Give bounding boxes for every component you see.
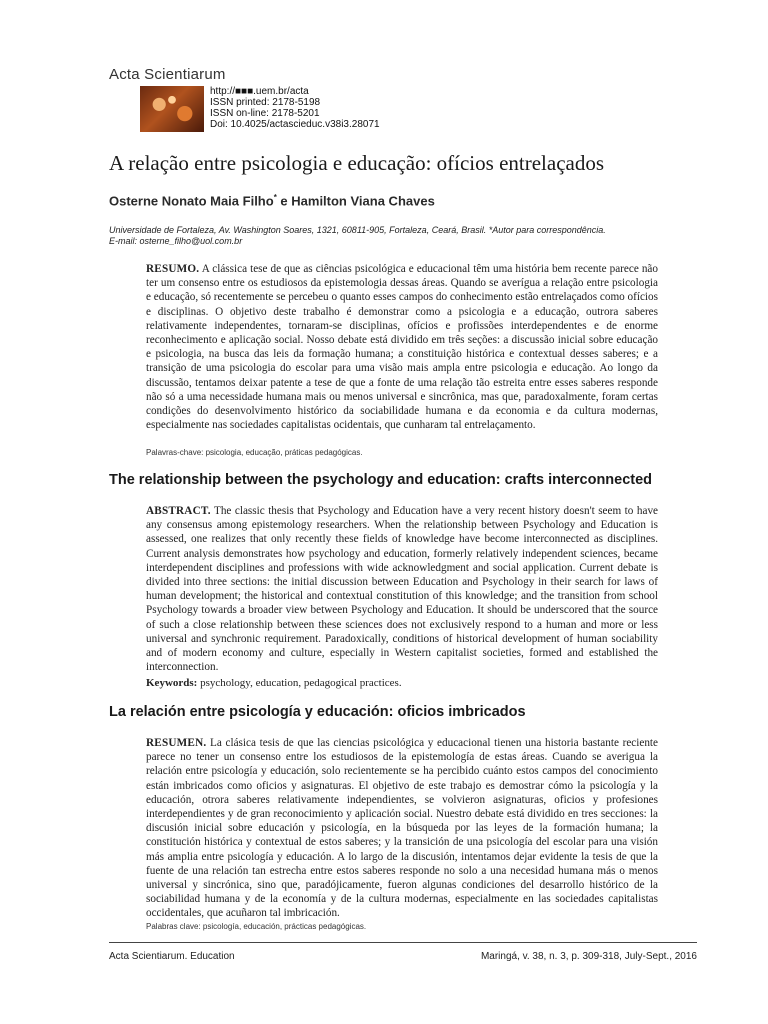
footer-divider — [109, 942, 697, 943]
issn-printed: ISSN printed: 2178-5198 — [210, 97, 321, 108]
authors — [109, 193, 435, 208]
spanish-heading: La relación entre psicología y educación: oficios imbricados — [109, 704, 526, 720]
corresponding-mark: * — [273, 193, 277, 202]
affiliation-email[interactable]: E-mail: osterne_filho@uol.com.br — [109, 236, 243, 246]
resumo-keywords: Palavras-chave: psicologia, educação, práticas pedagógicas. — [146, 448, 363, 457]
journal-name: Acta Scientiarum — [109, 66, 226, 83]
affiliation-address: Universidade de Fortaleza, Av. Washington Soares, 1321, 60811-905, Fortaleza, Ceará, Brasil. *Autor para correspondência. — [109, 225, 606, 235]
abstract-paragraph — [146, 504, 658, 674]
resumen-text: La clásica tesis de que las ciencias psicológica y educacional tienen una historia bastante reciente parece no tener un consenso entre los estudiosos de la epistemología de estas áreas. Cuando se averigua la relación entre psicología y educación, solo recientemente se ha percibido cuánto estos campos del conocimiento están imbricados como oficios y asignaturas. El objetivo de este trabajo es demostrar cómo la psicología y la educación, otrora saberes relativamente independientes, se volvieron asignaturas, oficios y profesiones interdependientes y de gran reconocimiento y aplicación social. Nuestro debate está dividido en tres secciones: la discusión inicial sobre educación y psicología, en la búsqueda por las leyes de la formación humana; la constitución histórica y contextual de estos saberes; y la transición de una psicología del escolar para una visión más amplia entre psicología y educación. A lo largo de la discusión, intentamos dejar evidente la tesis de que la fuente de una relación tan estrecha entre estos saberes responde no solo a una necesidad humana más o menos universal y sincrónica, sino que, paradójicamente, fueron algunas condiciones del desarrollo histórico de la sociabilidad humana y de la economía y de la cultura modernas, especialmente en las sociedades capitalistas occidentales, que acuñaron tal imbricación. — [146, 737, 658, 920]
abstract-text: The classic thesis that Psychology and Education have a very recent history doesn't seem to have any consensus among epistemology researchers. When the relationship between Psychology and Education is assessed, one realizes that only recently these fields of knowledge have become interconnected as disciplines. Current analysis demonstrates how psychology and education, formerly relatively independent sciences, became interdependent disciplines and professions with wide acknowledgment and social application. Current debate is divided into three sections: the initial discussion between Education and Psychology in their search for laws of human development; the historical and contextual constitution of this knowledge; and the transition from school Psychology towards a broader view between Psychology and Education. It should be underscored that the source of such a close relationship between these sciences does not exclusively respond to a human and more or less universal and synchronic requirement. Paradoxically, conditions of historical development of human sociability and of modern economy and culture, especially in Western capitalist societies, formed and established the interconnection. — [146, 505, 658, 674]
footer-citation: Maringá, v. 38, n. 3, p. 309-318, July-Sept., 2016 — [480, 951, 697, 962]
author-1: Osterne Nonato Maia Filho — [109, 193, 274, 209]
resumen-label: RESUMEN. — [146, 737, 207, 749]
resumo-paragraph — [146, 262, 658, 432]
doi[interactable]: Doi: 10.4025/actascieduc.v38i3.28071 — [210, 119, 380, 130]
keywords-text: psychology, education, pedagogical practices. — [197, 677, 402, 689]
resumo-label: RESUMO. — [146, 263, 200, 275]
author-2: e Hamilton Viana Chaves — [276, 193, 435, 209]
resumen-keywords: Palabras clave: psicología, educación, prácticas pedagógicas. — [146, 922, 367, 931]
resumo-text: A clássica tese de que as ciências psicológica e educacional têm uma história bem recente parece não ter um consenso entre os estudiosos da epistemologia dessas áreas. Quando se averígua a relação entre psicologia e educação, só recentemente se percebeu o quanto esses campos do conhecimento estão entrelaçados como ofícios e disciplinas. O objetivo deste trabalho é demonstrar como a psicologia e a educação, outrora saberes relativamente independentes, tornaram-se disciplinas, ofícios e profissões interdependentes e de enorme reconhecimento e aplicação social. Nosso debate está dividido em três seções: a discussão inicial sobre educação e psicologia, na busca das leis da formação humana; a constituição histórica e contextual desses saberes; e a transição de uma psicologia do escolar para uma visão mais ampla entre psicologia e educação. Ao longo da discussão, tentamos deixar patente a tese de que a fonte de uma relação tão estreita entre esses saberes responde não só a uma necessidade humana mais ou menos universal e sincrônica, mas que, paradoxalmente, foram certas condições do desenvolvimento histórico da sociabilidade humana e da economia e da cultura modernas, especialmente nas sociedades capitalistas ocidentais, que cunharam tal entrelaçamento. — [146, 263, 658, 432]
journal-meta — [210, 86, 380, 130]
resumen-paragraph — [146, 736, 658, 921]
issn-online: ISSN on-line: 2178-5201 — [210, 108, 320, 119]
article-title: A relação entre psicologia e educação: ofícios entrelaçados — [109, 151, 605, 175]
journal-logo-image — [140, 86, 204, 132]
keywords-label: Keywords: — [146, 677, 198, 689]
footer-journal: Acta Scientiarum. Education — [109, 951, 235, 962]
journal-url[interactable]: http://■■■.uem.br/acta — [210, 86, 309, 97]
english-keywords — [146, 677, 402, 689]
english-heading: The relationship between the psychology and education: crafts interconnected — [109, 472, 653, 488]
affiliation — [109, 225, 669, 247]
abstract-label: ABSTRACT. — [146, 505, 211, 517]
